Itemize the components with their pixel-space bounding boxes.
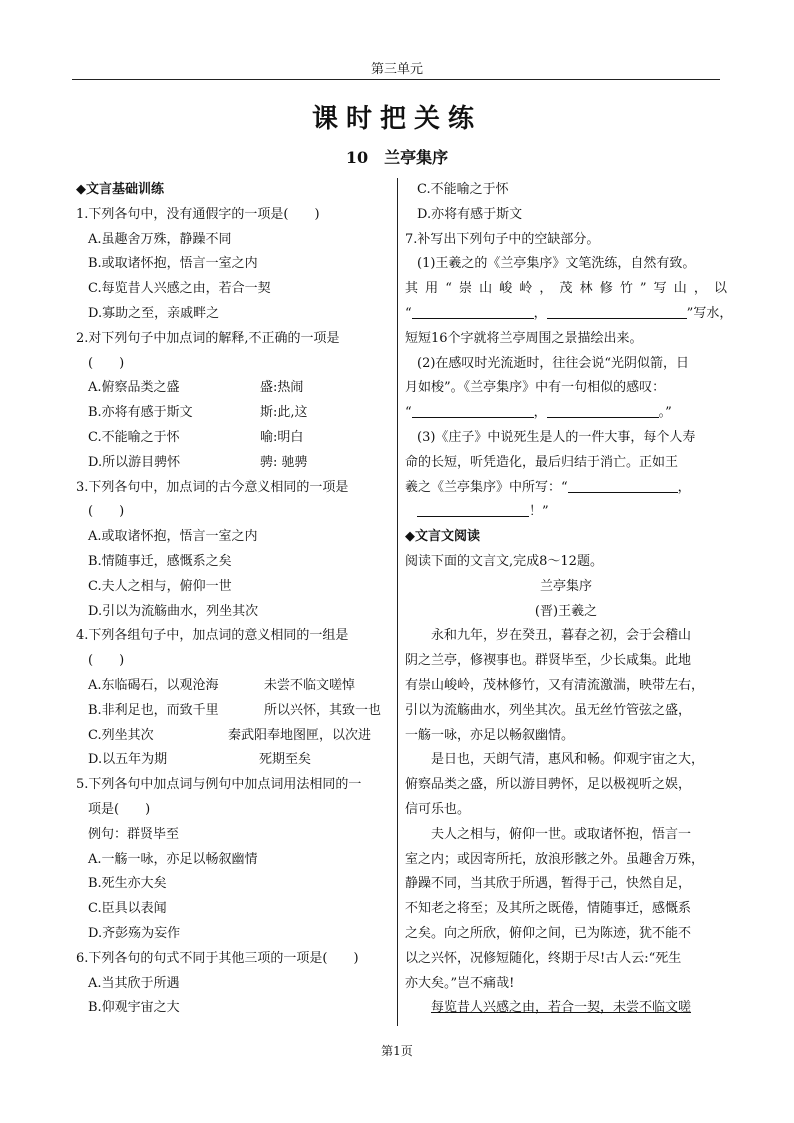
left-column [76,178,390,1021]
fill-blank[interactable] [547,403,659,418]
fill-blank[interactable] [412,403,534,418]
question-5-cont: 项是( ) [88,801,151,817]
page-title: 课时把关练 [311,104,482,134]
example-sentence: 例句：群贤毕至 [88,826,180,842]
option: B.死生亦大矣 [88,876,167,892]
option: D.所以游目骋怀 骋: 驰骋 [88,454,308,470]
option: B.仰观宇宙之大 [88,1000,180,1016]
option: D.亦将有感于斯文 [417,206,523,222]
passage-title: 兰亭集序 [539,578,592,594]
q7-part1-cont: 其用“崇山峻岭，茂林修竹”写山，以 [405,281,727,297]
question-2: 2.对下列句子中加点词的解释,不正确的一项是 [76,330,340,346]
question-1: 1.下列各句中，没有通假字的一项是( ) [76,206,320,222]
passage-line: 亦大矣。”岂不痛哉! [405,975,515,991]
question-4: 4.下列各组句子中，加点词的意义相同的一组是 [76,628,349,644]
question-5: 5.下列各句中加点词与例句中加点词用法相同的一 [76,777,362,793]
q7-part3: (3)《庄子》中说死生是人的一件大事，每个人寿 [417,429,696,445]
option: C.夫人之相与，俯仰一世 [88,578,232,594]
q7-part2-cont: 月如梭”。《兰亭集序》中有一句相似的感叹： [405,380,666,396]
section-heading: ◆文言基础训练 [76,182,164,197]
option: B.或取诸怀抱，悟言一室之内 [88,256,258,272]
option: C.不能喻之于怀 喻:明白 [88,429,304,445]
passage-line: 不知老之将至；及其所之既倦，情随事迁，感慨系 [405,901,692,917]
reading-instruction: 阅读下面的文言文,完成8～12题。 [405,553,603,569]
passage-line: 静躁不同，当其欣于所遇，暂得于己，快然自足， [405,876,692,892]
lesson-title: 10 兰亭集序 [345,148,449,167]
passage-line: 信可乐也。 [405,801,471,817]
question-7: 7.补写出下列句子中的空缺部分。 [405,231,600,247]
option: D.引以为流觞曲水，列坐其次 [88,603,259,619]
fill-blank[interactable] [568,478,678,493]
passage-line: 室之内；或因寄所托，放浪形骸之外。虽趣舍万殊， [405,851,705,867]
option: C.每览昔人兴感之由，若合一契 [88,281,271,297]
q7-part1: (1)王羲之的《兰亭集序》文笔洗练，自然有致。 [417,256,696,272]
answer-paren: ( ) [88,355,125,371]
fill-blank[interactable] [417,502,529,517]
section-heading: ◆文言文阅读 [405,529,480,545]
passage-author: (晋)王羲之 [534,603,598,619]
option: B.亦将有感于斯文 斯:此,这 [88,405,308,421]
question-3: 3.下列各句中，加点词的古今意义相同的一项是 [76,479,349,495]
option: A.虽趣舍万殊，静躁不同 [88,231,232,247]
passage-line: 永和九年，岁在癸丑，暮春之初，会于会稽山 [431,628,692,644]
answer-paren: ( ) [88,653,125,669]
q7-part2: (2)在感叹时光流逝时，往往会说“光阴似箭，日 [417,355,690,371]
running-header: 第三单元 [370,62,423,77]
right-column [405,178,733,1021]
passage-line: 引以为流觞曲水，列坐其次。虽无丝竹管弦之盛， [405,702,692,718]
option: B.非利足也，而致千里 所以兴怀，其致一也 [88,702,382,718]
option: A.俯察品类之盛 盛:热闹 [88,380,304,396]
answer-paren: ( ) [88,504,125,520]
option: B.情随事迁，感慨系之矣 [88,553,232,569]
q7-part3-blank-line: 羲之《兰亭集序》中所写：“ ， [405,479,691,495]
passage-line: 是日也，天朗气清，惠风和畅。仰观宇宙之大， [431,752,705,768]
passage-line-underlined: 每览昔人兴感之由，若合一契，未尝不临文嗟 [431,1000,692,1016]
fill-blank[interactable] [547,304,687,319]
header-rule [72,79,720,80]
question-6: 6.下列各句的句式不同于其他三项的一项是( ) [76,950,359,966]
option: C.臣具以表闻 [88,901,167,917]
option: A.东临碣石，以观沧海 未尝不临文嗟悼 [88,677,356,693]
passage-line: 以之兴怀，况修短随化，终期于尽!古人云:“死生 [405,950,682,966]
option: C.列坐其次 秦武阳奉地图匣，以次进 [88,727,372,743]
column-divider [397,178,398,1026]
option: A.一觞一咏，亦足以畅叙幽情 [88,851,258,867]
fill-blank[interactable] [412,304,534,319]
q7-part1-end: 短短16个字就将兰亭周围之景描绘出来。 [405,330,643,346]
option: C.不能喻之于怀 [417,182,509,197]
option: D.寡助之至，亲戚畔之 [88,305,220,321]
passage-line: 阴之兰亭，修禊事也。群贤毕至，少长咸集。此地 [405,653,692,669]
passage-line: 有崇山峻岭，茂林修竹，又有清流激湍，映带左右， [405,677,705,693]
option: A.当其欣于所遇 [88,975,180,991]
passage-line: 一觞一咏，亦足以畅叙幽情。 [405,727,575,743]
q7-part2-blanks: “ ， 。” [405,405,672,421]
option: A.或取诸怀抱，悟言一室之内 [88,529,258,545]
option: D.齐彭殇为妄作 [88,925,181,941]
passage-line: 俯察品类之盛，所以游目骋怀，足以极视听之娱， [405,777,692,793]
q7-part3-end: ！” [405,500,727,525]
passage-line: 夫人之相与，俯仰一世。或取诸怀抱，悟言一 [431,826,692,842]
option: D.以五年为期 死期至矣 [88,752,312,768]
page-number: 第1页 [381,1044,413,1058]
passage-line: 之矣。向之所欣，俯仰之间，已为陈迹，犹不能不 [405,925,692,941]
q7-part3-cont: 命的长短，听凭造化，最后归结于消亡。正如王 [405,454,679,470]
q7-part1-blanks: “ ， ”写水， [405,305,733,321]
